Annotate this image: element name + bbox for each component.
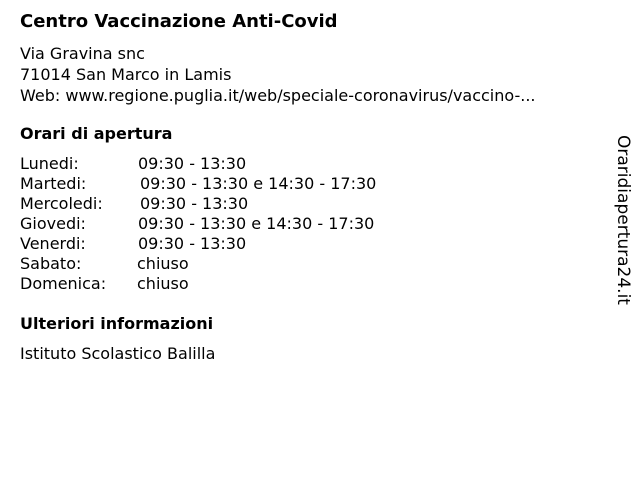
opening-hours-heading: Orari di apertura [20,124,173,143]
address-web[interactable]: Web: www.regione.puglia.it/web/speciale-coronavirus/vaccino-... [20,86,536,105]
hours-time-value: 09:30 - 13:30 [140,194,249,213]
hours-day-label: Martedi: [20,174,87,193]
hours-day-label: Sabato: [20,254,82,273]
hours-time-value: chiuso [137,254,189,273]
hours-time-value: chiuso [137,274,189,293]
address-street: Via Gravina snc [20,44,145,63]
page-title: Centro Vaccinazione Anti-Covid [20,11,338,32]
hours-time-value: 09:30 - 13:30 [138,234,247,253]
address-block [20,43,536,106]
hours-time-value: 09:30 - 13:30 e 14:30 - 17:30 [140,174,377,193]
hours-day-label: Domenica: [20,274,107,293]
hours-day-label: Mercoledi: [20,194,103,213]
hours-time-value: 09:30 - 13:30 e 14:30 - 17:30 [138,214,375,233]
address-city: 71014 San Marco in Lamis [20,65,232,84]
hours-time-value: 09:30 - 13:30 [138,154,247,173]
hours-day-label: Venerdi: [20,234,86,253]
further-info-text: Istituto Scolastico Balilla [20,344,216,363]
hours-day-label: Lunedi: [20,154,79,173]
further-info-heading: Ulteriori informazioni [20,314,214,333]
site-watermark: Oraridiapertura24.it [613,135,633,305]
hours-day-label: Giovedi: [20,214,86,233]
